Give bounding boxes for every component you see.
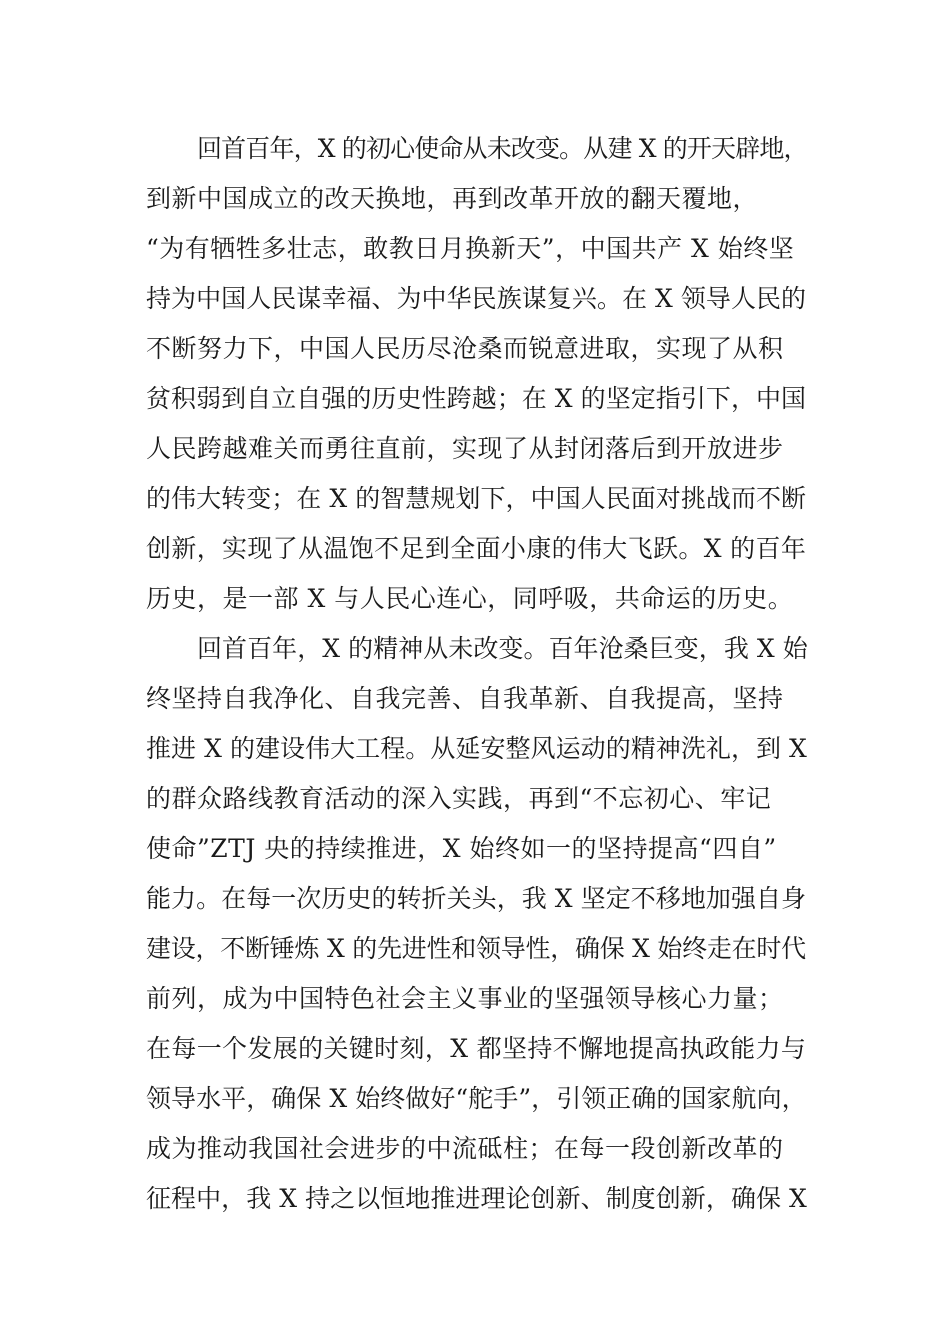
paragraph-line: 终坚持自我净化、自我完善、自我革新、自我提高，坚持 (146, 684, 784, 713)
paragraph-line: 前列，成为中国特色社会主义事业的坚强领导核心力量； (146, 984, 784, 1013)
paragraph-line: “为有牺牲多壮志，敢教日月换新天”，中国共产 X 始终坚 (146, 234, 795, 263)
paragraph-line: 领导水平，确保 X 始终做好“舵手”，引领正确的国家航向， (146, 1084, 807, 1113)
paragraph-line: 推进 X 的建设伟大工程。从延安整风运动的精神洗礼，到 X (146, 734, 807, 763)
paragraph-line: 成为推动我国社会进步的中流砥柱；在每一段创新改革的 (146, 1134, 784, 1163)
paragraph-line: 不断努力下，中国人民历尽沧桑而锐意进取，实现了从积 (146, 334, 784, 363)
paragraph-line: 到新中国成立的改天换地，再到改革开放的翻天覆地， (146, 184, 759, 213)
paragraph-line: 使命”ZTJ 央的持续推进，X 始终如一的坚持提高“四自” (146, 834, 777, 863)
paragraph-line: 人民跨越难关而勇往直前，实现了从封闭落后到开放进步 (146, 434, 784, 463)
paragraph-line: 建设，不断锤炼 X 的先进性和领导性，确保 X 始终走在时代 (146, 934, 806, 963)
paragraph-line: 创新，实现了从温饱不足到全面小康的伟大飞跃。X 的百年 (146, 534, 807, 563)
paragraph-line: 回首百年，X 的精神从未改变。百年沧桑巨变，我 X 始 (197, 634, 808, 663)
paragraph-line: 贫积弱到自立自强的历史性跨越；在 X 的坚定指引下，中国 (146, 384, 807, 413)
paragraph-line: 回首百年，X 的初心使命从未改变。从建 X 的开天辟地， (197, 134, 808, 163)
paragraph-line: 能力。在每一次历史的转折关头，我 X 坚定不移地加强自身 (146, 884, 807, 913)
paragraph-line: 的伟大转变；在 X 的智慧规划下，中国人民面对挑战而不断 (146, 484, 807, 513)
paragraph-line: 持为中国人民谋幸福、为中华民族谋复兴。在 X 领导人民的 (146, 284, 807, 313)
paragraph-line: 征程中，我 X 持之以恒地推进理论创新、制度创新，确保 X (146, 1184, 807, 1213)
paragraph-line: 在每一个发展的关键时刻，X 都坚持不懈地提高执政能力与 (146, 1034, 807, 1063)
paragraph-line: 的群众路线教育活动的深入实践，再到“不忘初心、牢记 (146, 784, 772, 813)
paragraph-line: 历史，是一部 X 与人民心连心，同呼吸，共命运的历史。 (146, 584, 794, 613)
